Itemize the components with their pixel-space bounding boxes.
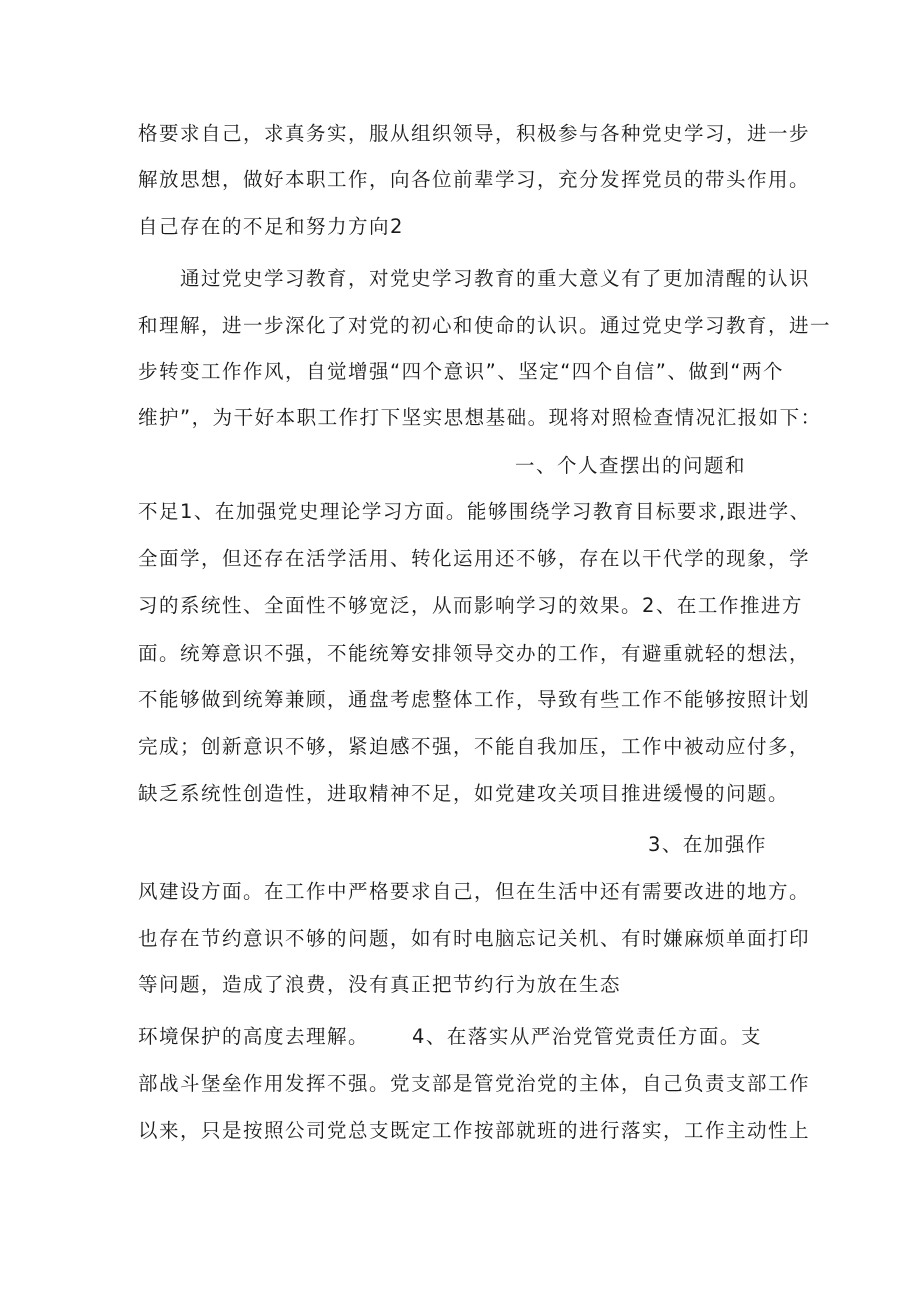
text-line-22: 部战斗堡垒作用发挥不强。党支部是管党治党的主体，自己负责支部工作 bbox=[138, 1072, 811, 1095]
text-line-4: 通过党史学习教育，对党史学习教育的重大意义有了更加清醒的认识 bbox=[180, 267, 811, 290]
subheading-1: 一、个人查摆出的问题和 bbox=[515, 454, 747, 477]
text-line-2: 解放思想，做好本职工作，向各位前辈学习，充分发挥党员的带头作用。 bbox=[138, 168, 811, 191]
text-line-14: 完成；创新意识不够，紧迫感不强，不能自我加压，工作中被动应付多， bbox=[138, 735, 811, 758]
text-line-6: 步转变工作作风，自觉增强“四个意识”、坚定“四个自信”、做到“两个 bbox=[138, 360, 785, 383]
text-line-23: 以来，只是按照公司党总支既定工作按部就班的进行落实，工作主动性上 bbox=[138, 1119, 811, 1142]
text-line-12: 面。统筹意识不强，不能统筹安排领导交办的工作，有避重就轻的想法， bbox=[138, 642, 811, 665]
text-line-9: 不足1、在加强党史理论学习方面。能够围绕学习教育目标要求,跟进学、 bbox=[138, 500, 811, 523]
subheading-4: 4、在落实从严治党管党责任方面。支 bbox=[412, 1025, 762, 1048]
section-heading: 自己存在的不足和努力方向2 bbox=[138, 215, 404, 238]
text-line-10: 全面学，但还存在活学活用、转化运用还不够，存在以干代学的现象，学 bbox=[138, 547, 811, 570]
text-line-20: 环境保护的高度去理解。 bbox=[138, 1025, 370, 1048]
text-line-13: 不能够做到统筹兼顾，通盘考虑整体工作，导致有些工作不能够按照计划 bbox=[138, 688, 811, 711]
text-line-19: 等问题，造成了浪费，没有真正把节约行为放在生态 bbox=[138, 973, 622, 996]
text-line-17: 风建设方面。在工作中严格要求自己，但在生活中还有需要改进的地方。 bbox=[138, 880, 811, 903]
text-line-1: 格要求自己，求真务实，服从组织领导，积极参与各种党史学习，进一步 bbox=[138, 122, 811, 145]
text-line-7: 维护”，为干好本职工作打下坚实思想基础。现将对照检查情况汇报如下： bbox=[138, 406, 822, 429]
subheading-3: 3、在加强作 bbox=[648, 833, 767, 856]
text-line-5: 和理解，进一步深化了对党的初心和使命的认识。通过党史学习教育，进一 bbox=[138, 314, 832, 337]
text-line-15: 缺乏系统性创造性，进取精神不足，如党建攻关项目推进缓慢的问题。 bbox=[138, 782, 790, 805]
text-line-18: 也存在节约意识不够的问题，如有时电脑忘记关机、有时嫌麻烦单面打印 bbox=[138, 927, 811, 950]
text-line-11: 习的系统性、全面性不够宽泛，从而影响学习的效果。2、在工作推进方 bbox=[138, 594, 803, 617]
